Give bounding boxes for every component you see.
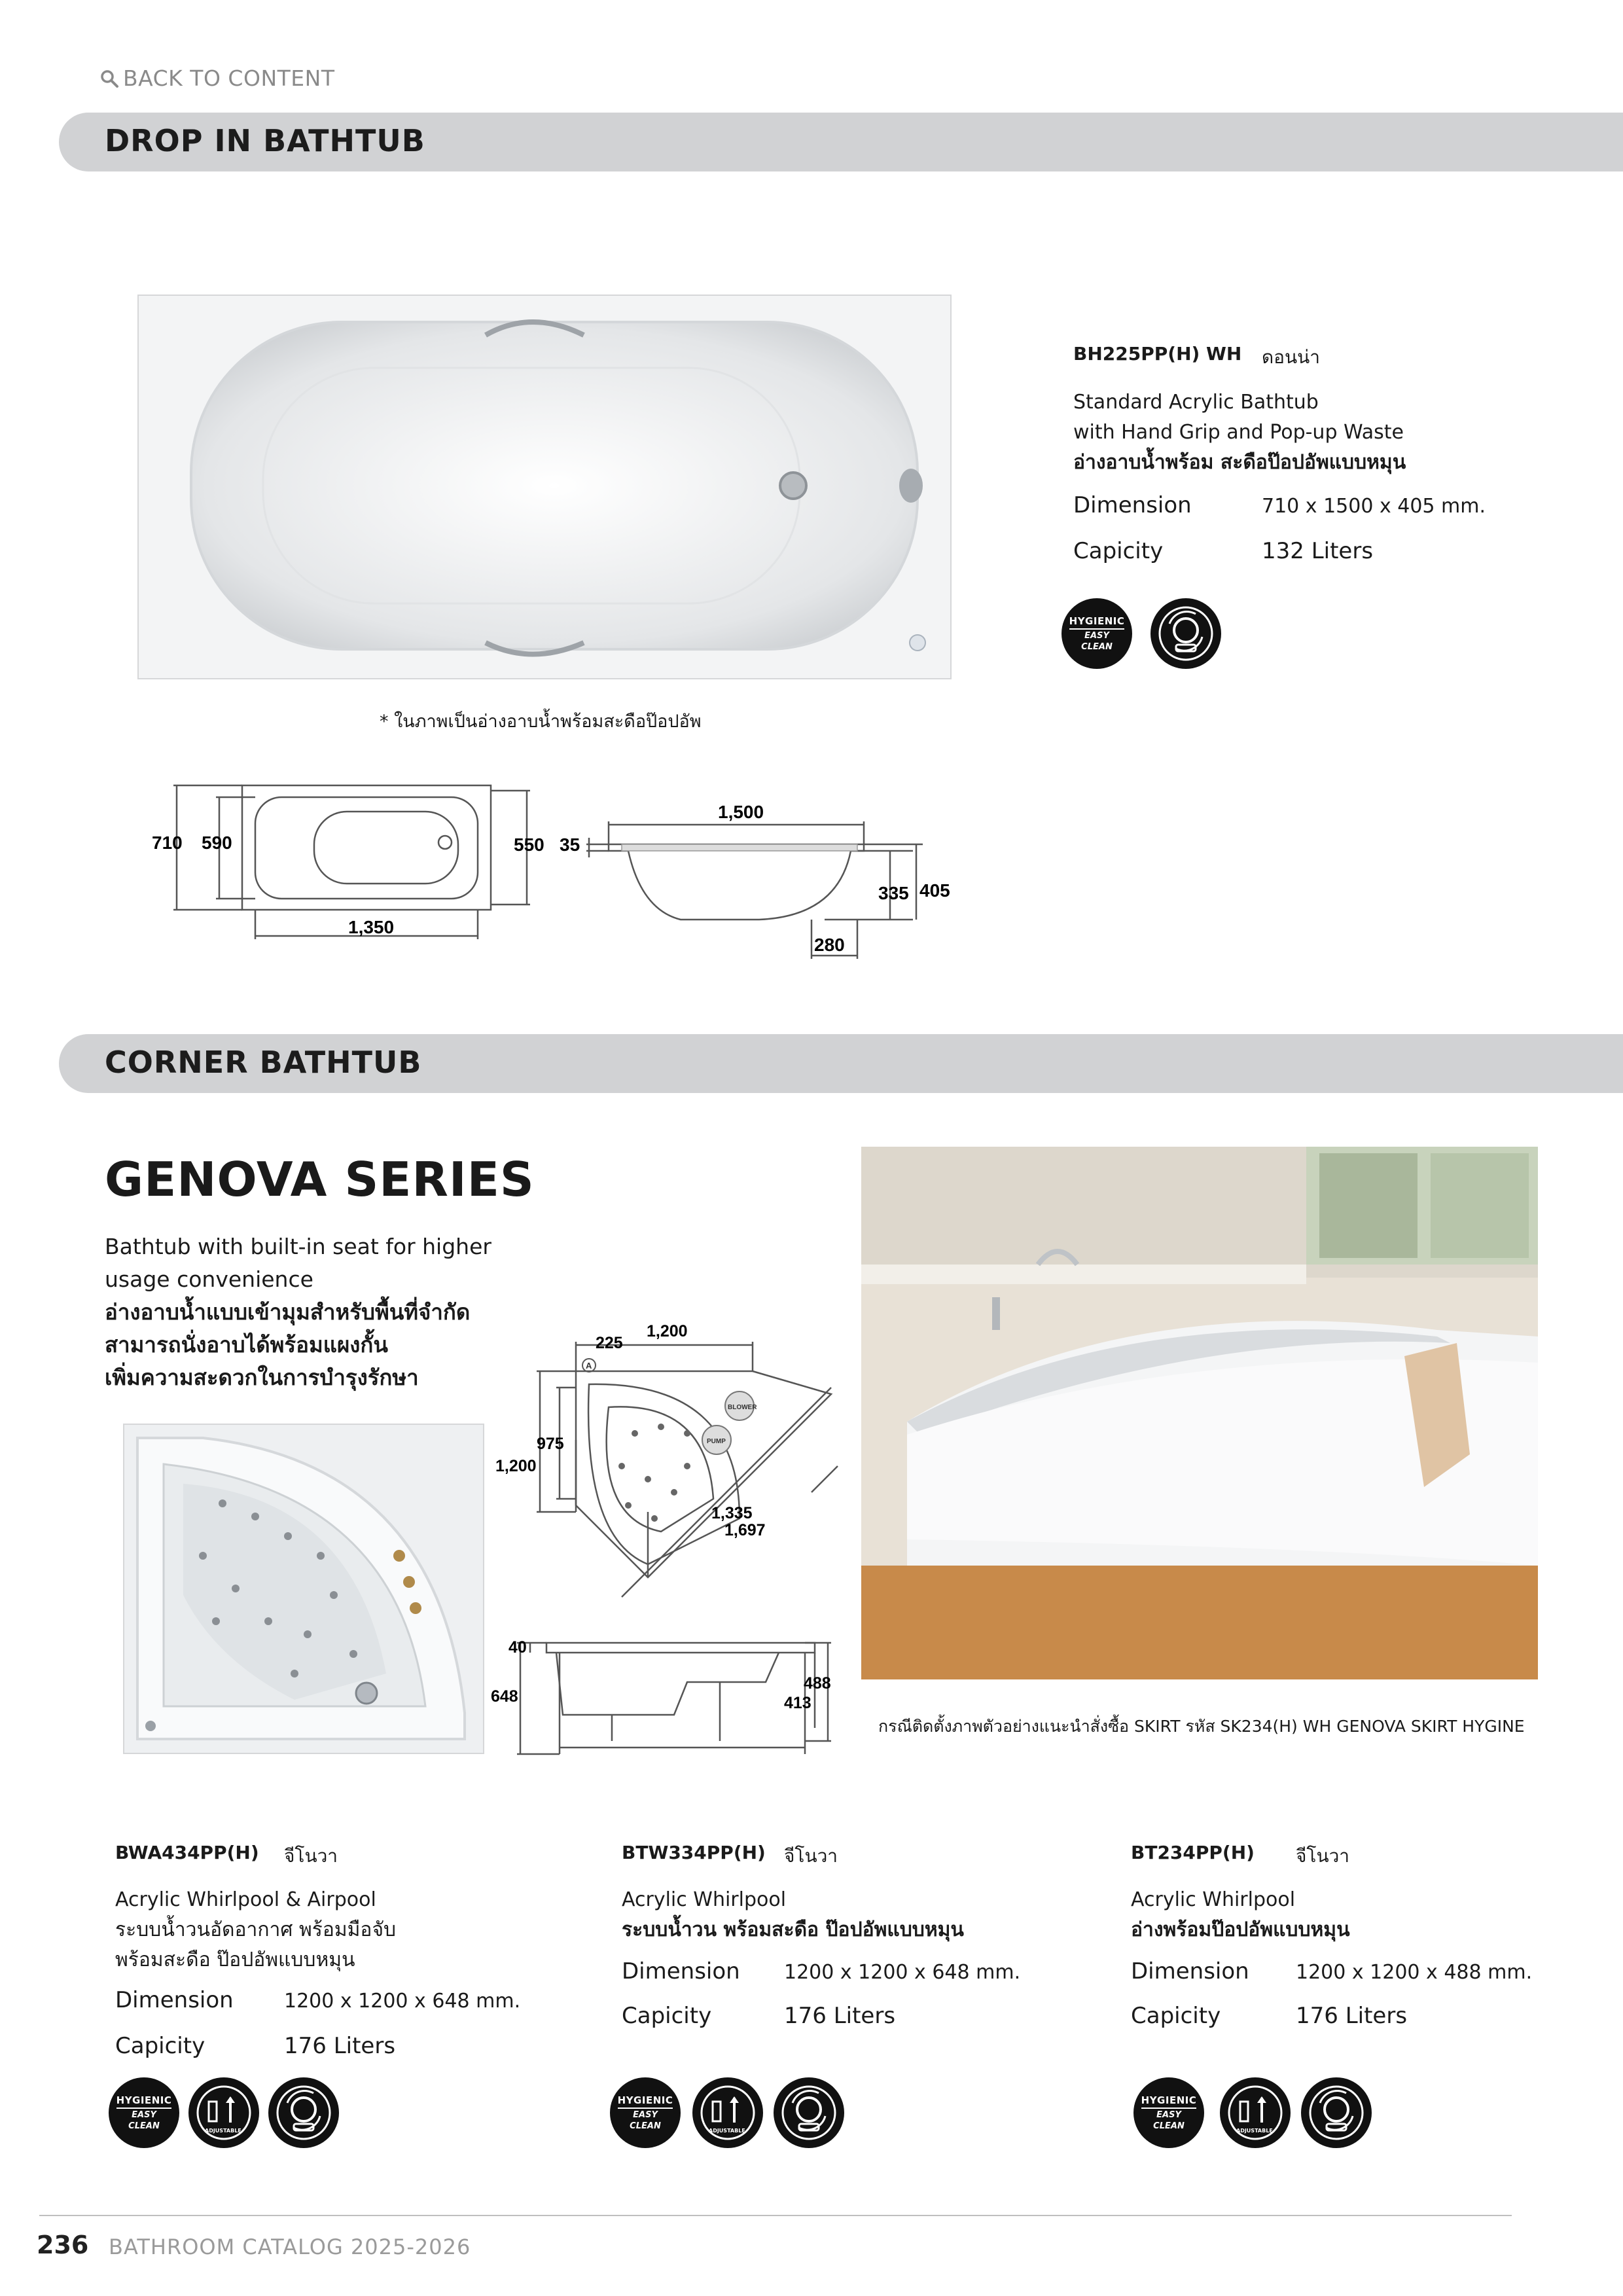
product-code: BH225PP(H) WH (1073, 343, 1242, 365)
dim-1350: 1,350 (348, 917, 395, 937)
capacity-value: 176 Liters (784, 2003, 896, 2029)
product-desc-line: ระบบน้ำวน พร้อมสะดือ ป๊อปอัพแบบหมุน (622, 1918, 964, 1941)
product-desc-line: ระบบน้ำวนอัดอากาศ พร้อมมือจับ (115, 1918, 397, 1941)
dim-550: 550 (514, 834, 544, 855)
badge-adjustable-text: ADJUSTABLE (205, 2128, 241, 2134)
badge-clean-text: CLEAN (630, 2121, 661, 2131)
blower-label: BLOWER (728, 1404, 757, 1411)
badge-hygienic-text: HYGIENIC (1141, 2094, 1197, 2109)
product-name-th: จีโนวา (284, 1845, 338, 1867)
dim-405: 405 (919, 880, 950, 901)
badge-easy-text: EASY (633, 2110, 658, 2120)
series-desc-line: อ่างอาบน้ำแบบเข้ามุมสำหรับพื้นที่จำกัด (105, 1299, 471, 1325)
pump-label: PUMP (707, 1438, 726, 1445)
series-desc-line: usage convenience (105, 1266, 313, 1292)
dimension-value: 1200 x 1200 x 648 mm. (784, 1961, 1021, 1984)
dimension-label: Dimension (622, 1958, 740, 1984)
drop-in-image-caption: * ในภาพเป็นอ่างอาบน้ำพร้อมสะดือป๊อปอัพ (380, 711, 702, 732)
footer-divider (39, 2215, 1512, 2216)
dim-280: 280 (814, 935, 845, 955)
section-header-drop-in (59, 113, 1623, 171)
badge-hygienic-text: HYGIENIC (116, 2094, 172, 2109)
rotary-popup-waste-icon (1150, 598, 1221, 669)
dim-1500: 1,500 (718, 802, 764, 822)
dim-413: 413 (784, 1694, 812, 1712)
dim-1697: 1,697 (724, 1521, 766, 1539)
adjustable-icon (1220, 2077, 1291, 2148)
series-desc-line: สามารถนั่งอาบได้พร้อมแผงกั้น (105, 1332, 388, 1357)
back-to-content-label: BACK TO CONTENT (123, 65, 335, 91)
dimension-value: 1200 x 1200 x 648 mm. (284, 1990, 521, 2013)
search-icon (99, 69, 119, 88)
product-code: BTW334PP(H) (622, 1842, 766, 1863)
dim-1200-side: 1,200 (495, 1457, 537, 1475)
badge-easy-text: EASY (132, 2110, 156, 2120)
badge-hygienic-text: HYGIENIC (1069, 615, 1125, 630)
capacity-value: 132 Liters (1262, 538, 1374, 564)
product-name-th: จีโนวา (784, 1845, 838, 1867)
adjustable-icon (692, 2077, 763, 2148)
series-description (105, 1230, 524, 1394)
product-name-th: จีโนวา (1296, 1845, 1350, 1867)
section-title: DROP IN BATHTUB (105, 123, 425, 158)
product-desc-line-1: Standard Acrylic Bathtub (1073, 391, 1319, 414)
skirt-photo-caption: กรณีติดตั้งภาพตัวอย่างแนะนำสั่งซื้อ SKIRT รหัส SK234(H) WH GENOVA SKIRT HYGINE (878, 1717, 1525, 1736)
product-desc-line-2: with Hand Grip and Pop-up Waste (1073, 421, 1404, 444)
capacity-label: Capicity (1131, 2003, 1221, 2029)
hygienic-easy-clean-badge (610, 2077, 681, 2148)
product-code: BT234PP(H) (1131, 1842, 1255, 1863)
product-desc-line: Acrylic Whirlpool (1131, 1888, 1296, 1911)
hygienic-easy-clean-badge (1133, 2077, 1204, 2148)
dimension-label: Dimension (115, 1987, 234, 2013)
product-code: BWA434PP(H) (115, 1842, 259, 1863)
capacity-value: 176 Liters (1296, 2003, 1408, 2029)
rotary-popup-waste-icon (268, 2077, 339, 2148)
installed-bathtub-room-photo (861, 1147, 1538, 1679)
capacity-value: 176 Liters (284, 2033, 396, 2059)
hygienic-easy-clean-badge (1061, 598, 1132, 669)
dim-590: 590 (202, 833, 232, 853)
dim-975: 975 (537, 1435, 564, 1453)
dim-648: 648 (491, 1687, 518, 1706)
corner-technical-drawing (491, 1322, 857, 1767)
back-to-content-link[interactable] (99, 65, 334, 91)
product-desc-line: พร้อมสะดือ ป๊อปอัพแบบหมุน (115, 1948, 355, 1971)
section-title: CORNER BATHTUB (105, 1045, 422, 1080)
badge-easy-text: EASY (1084, 631, 1109, 641)
drop-in-bathtub-photo (137, 295, 952, 679)
dimension-label: Dimension (1131, 1958, 1249, 1984)
badge-adjustable-text: ADJUSTABLE (1236, 2128, 1273, 2134)
dimension-value: 1200 x 1200 x 488 mm. (1296, 1961, 1533, 1984)
series-title: GENOVA SERIES (105, 1152, 535, 1207)
badge-adjustable-text: ADJUSTABLE (709, 2128, 745, 2134)
dim-225: 225 (596, 1334, 623, 1352)
product-desc-line: Acrylic Whirlpool & Airpool (115, 1888, 376, 1911)
product-desc-line: Acrylic Whirlpool (622, 1888, 787, 1911)
badge-clean-text: CLEAN (1081, 642, 1113, 652)
series-desc-line: เพิ่มความสะดวกในการบำรุงรักษา (105, 1365, 419, 1390)
badge-clean-text: CLEAN (1153, 2121, 1185, 2131)
product-desc-thai: อ่างอาบน้ำพร้อม สะดือป๊อปอัพแบบหมุน (1073, 451, 1406, 474)
dim-1200-top: 1,200 (647, 1322, 688, 1340)
capacity-label: Capicity (622, 2003, 712, 2029)
rotary-popup-waste-icon (1301, 2077, 1372, 2148)
dim-35: 35 (560, 834, 580, 855)
dim-488: 488 (804, 1674, 831, 1693)
product-name-th: ดอนน่า (1262, 346, 1321, 368)
dimension-value: 710 x 1500 x 405 mm. (1262, 495, 1486, 518)
catalog-title: BATHROOM CATALOG 2025-2026 (109, 2234, 471, 2259)
badge-clean-text: CLEAN (128, 2121, 160, 2131)
capacity-label: Capicity (1073, 538, 1164, 564)
badge-hygienic-text: HYGIENIC (618, 2094, 673, 2109)
dim-335: 335 (878, 883, 909, 903)
dimension-label: Dimension (1073, 492, 1192, 518)
section-header-corner (59, 1034, 1623, 1093)
product-desc-line: อ่างพร้อมป๊อปอัพแบบหมุน (1131, 1918, 1350, 1941)
marker-a: A (586, 1361, 592, 1371)
rotary-popup-waste-icon (774, 2077, 844, 2148)
dim-710: 710 (152, 833, 183, 853)
adjustable-icon (188, 2077, 259, 2148)
capacity-label: Capicity (115, 2033, 205, 2059)
dim-1335: 1,335 (711, 1504, 753, 1522)
corner-bathtub-photo (123, 1424, 484, 1754)
dim-40: 40 (508, 1638, 527, 1657)
drop-in-technical-drawing (144, 772, 995, 969)
page-number: 236 (37, 2231, 89, 2259)
hygienic-easy-clean-badge (109, 2077, 179, 2148)
badge-easy-text: EASY (1156, 2110, 1181, 2120)
series-desc-line: Bathtub with built-in seat for higher (105, 1234, 491, 1259)
